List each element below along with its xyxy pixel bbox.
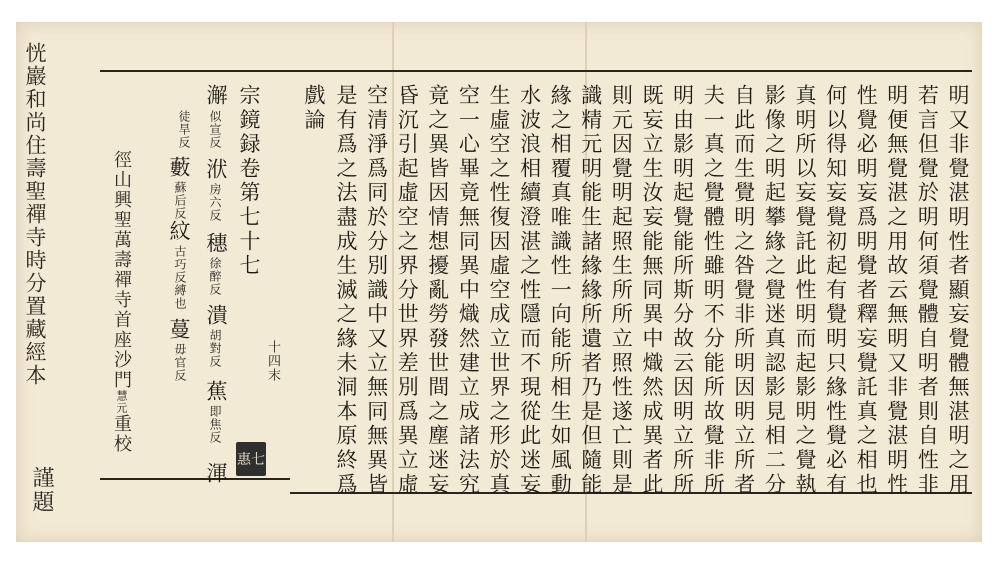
text-column: 明便無覺湛之用故云無明又非覺湛明性 xyxy=(884,84,909,498)
text-column: 昏沉引起虛空之界分世界差別爲異立虛 xyxy=(395,84,420,498)
gloss-note: 徐醉反 xyxy=(208,257,222,296)
text-column: 緣之相覆真唯識性一向能所相生如風動 xyxy=(548,84,573,498)
text-column: 識精元明能生諸緣緣所遺者乃是但隨能 xyxy=(578,84,603,498)
text-column: 生虛空之性復因虛空成立世界之形於真 xyxy=(487,84,511,498)
gloss-char: 潰 xyxy=(204,304,228,329)
ending-line: 戲論 xyxy=(302,84,326,133)
colophon-name: 慧元 xyxy=(115,390,128,414)
text-column: 真明所以妄覺託此性明而起影明之覺執 xyxy=(793,84,817,498)
text-column: 夫一真之覺體性雖明不分能所故覺非所 xyxy=(701,84,726,498)
text-column: 性覺必明妄爲明覺者釋妄覺託真之相也 xyxy=(854,84,879,498)
text-column: 既妄立生汝妄能無同異中熾然成異者此 xyxy=(640,84,664,498)
gloss-char: 渾 xyxy=(204,462,228,487)
text-column: 影像之明起攀緣之覺迷真認影見相二分 xyxy=(762,84,787,498)
top-border-line xyxy=(100,70,972,72)
colophon-line: 徑山興聖萬壽禪寺首座沙門 xyxy=(111,150,132,390)
gloss-char: 蕉 xyxy=(204,380,228,405)
text-column: 空清淨爲同於分別識中又立無同無異皆 xyxy=(364,84,389,498)
text-column: 則元因覺明起照生所所立照性遂亡則是 xyxy=(609,84,634,498)
text-column: 明由影明起覺能所斯分故云因明立所所 xyxy=(670,84,695,498)
colophon-signature: 謹題 xyxy=(29,466,54,514)
text-column: 空一心畢竟無同異中熾然建立成諸法究 xyxy=(456,84,481,498)
text-column: 是有爲之法盡成生滅之緣未洞本原終爲 xyxy=(334,84,358,498)
gloss-char: 穗 xyxy=(204,232,228,257)
page-seam xyxy=(392,22,394,542)
text-column: 竟之異皆因情想擾亂勞發世間之塵迷妄 xyxy=(425,84,450,498)
text-column: 明又非覺湛明性者顯妄覺體無湛明之用 xyxy=(946,84,970,498)
juan-number: 十四末 xyxy=(265,340,280,382)
red-seal-stamp: 惠七 xyxy=(236,442,266,476)
gloss-note: 即焦反 xyxy=(208,405,222,444)
colophon-inscription: 恍巖和尚住壽聖禪寺時分置藏經本 xyxy=(23,42,47,387)
gloss-note: 古巧反縛也 xyxy=(173,245,187,310)
gloss-char: 蔓 xyxy=(167,318,191,343)
text-column: 自此而生覺明之咎覺非所明因明立所者 xyxy=(731,84,756,498)
gloss-note: 似宣反 xyxy=(208,110,222,149)
colophon-end: 重校 xyxy=(111,414,132,454)
text-column: 水波浪相續澄湛之性隱而不現從此迷妄 xyxy=(517,84,542,498)
gloss-note: 毋官反 xyxy=(173,343,187,382)
gloss-note: 胡對反 xyxy=(208,329,222,368)
text-column: 何以得知妄覺初起有覺明只緣性覺必有 xyxy=(823,84,848,498)
gloss-note: 徒旱反 xyxy=(177,110,191,149)
bottom-border-line-left xyxy=(100,478,290,480)
gloss-char: 澥 xyxy=(204,84,228,109)
colophon-proofreader xyxy=(112,150,130,454)
gloss-note: 房六反 xyxy=(208,183,222,222)
gloss-char: 藪 xyxy=(167,156,191,181)
gloss-note: 蘇后反 xyxy=(173,181,187,220)
juan-title: 宗鏡録卷第七十七 xyxy=(237,84,261,279)
gloss-char: 洑 xyxy=(204,158,228,183)
text-column: 若言但覺於明何須覺體自明者則自性非 xyxy=(915,84,940,498)
gloss-char: 紋 xyxy=(167,220,191,245)
